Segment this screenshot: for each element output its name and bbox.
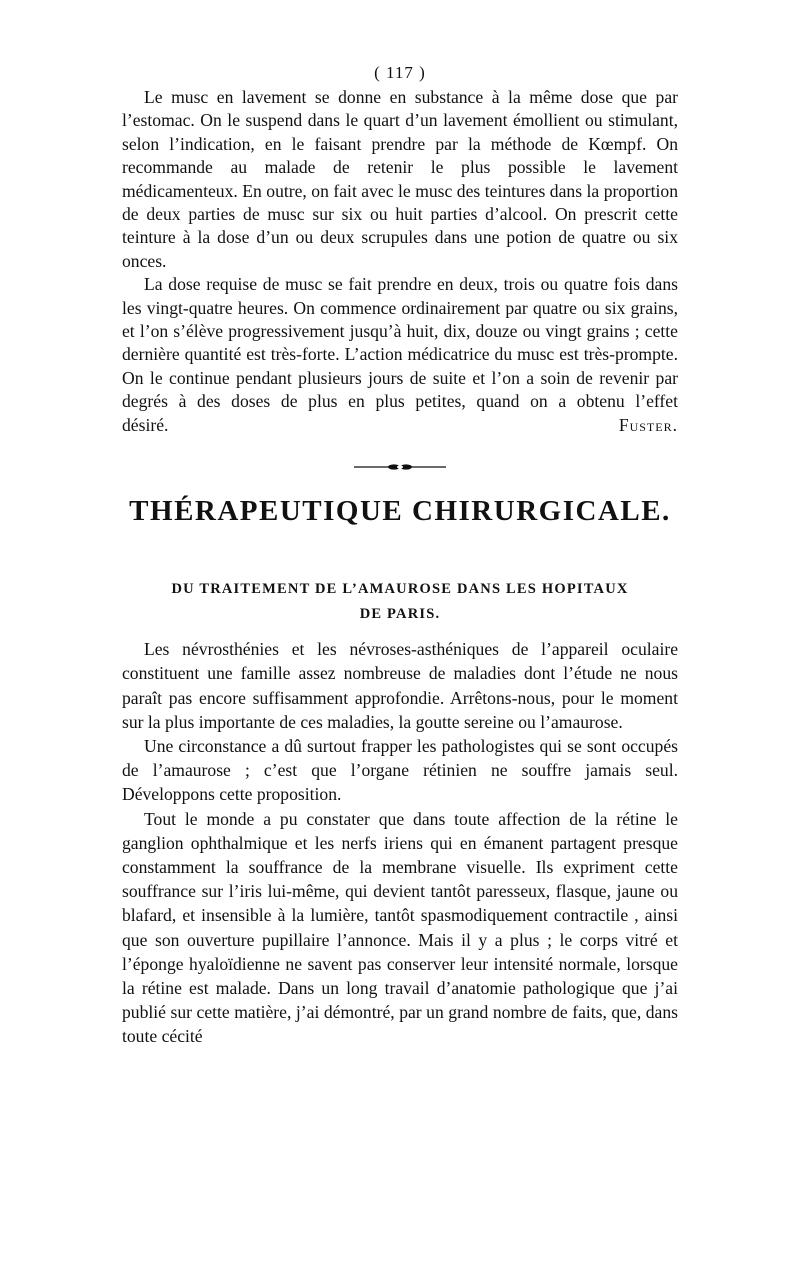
section-heading: THÉRAPEUTIQUE CHIRURGICALE. xyxy=(129,495,671,528)
article-paragraph-3: Tout le monde a pu constater que dans toute affection de la rétine le ganglion ophthalmique et les nerfs iriens qui en émanent partagent presque constamment la souffrance de la membrane visuelle. Ils expriment cette souffrance sur l’iris lui-même, qui devient tantôt paresseux, flasque, jaune ou blafard, et insensible à la lumière, tantôt spasmodiquement contractile , ainsi que son ouverture pupillaire l’annonce. Mais il y a plus ; le corps vitré et l’éponge hyaloïdienne ne savent pas conserver leur intensité normale, lorsque la rétine est malade. Dans un long travail d’anatomie pathologique que j’ai publié sur cette matière, j’ai démontré, par un grand nombre de faits, que, dans toute cécité xyxy=(122,808,678,1047)
article-title xyxy=(122,577,678,627)
intro-paragraph-2 xyxy=(122,273,678,437)
article-title-line-1: DU TRAITEMENT DE L’AMAUROSE DANS LES HOPITAUX xyxy=(171,581,629,598)
author-signature: Fuster. xyxy=(618,414,678,435)
page-number: ( 117 ) xyxy=(374,63,426,82)
intro-paragraph-2-text: La dose requise de musc se fait prendre en deux, trois ou quatre fois dans les vingt-quatre heures. On commence ordinairement par quatre ou six grains, et l’on s’élève progressivement jusqu’à huit, dix, douze ou vingt grains ; cette dernière quantité est très-forte. L’action médicatrice du musc est très-prompte. On le continue pendant plusieurs jours de suite et l’on a soin de revenir par degrés à des doses de plus en plus petites, quand on a obtenu l’effet désiré. xyxy=(122,274,678,435)
document-page xyxy=(122,60,678,1049)
article-paragraph-1: Les névrosthénies et les névroses-asthéniques de l’appareil oculaire constituent une famille assez nombreuse de maladies dont l’étude ne nous paraît pas encore suffisamment approfondie. Arrêtons-nous, pour le moment sur la plus importante de ces maladies, la goutte sereine ou l’amaurose. xyxy=(122,639,678,732)
article-paragraph-2: Une circonstance a dû surtout frapper les pathologistes qui se sont occupés de l’amaurose ; c’est que l’organe rétinien ne souffre jamais seul. Développons cette proposition. xyxy=(122,735,678,805)
intro-section xyxy=(122,86,678,437)
section-divider-ornament xyxy=(354,463,446,471)
article-title-line-2: DE PARIS. xyxy=(359,606,441,623)
article-body xyxy=(122,637,678,1048)
intro-paragraph-1: Le musc en lavement se donne en substance à la même dose que par l’estomac. On le suspend dans le quart d’un lavement émollient ou stimulant, selon l’indication, en le faisant prendre par la méthode de Kœmpf. On recommande au malade de retenir le plus possible le lavement médicamenteux. En outre, on fait avec le musc des teintures dans la proportion de deux parties de musc sur six ou huit parties d’alcool. On prescrit cette teinture à la dose d’un ou deux scrupules dans une potion de quatre ou six onces. xyxy=(122,87,678,271)
